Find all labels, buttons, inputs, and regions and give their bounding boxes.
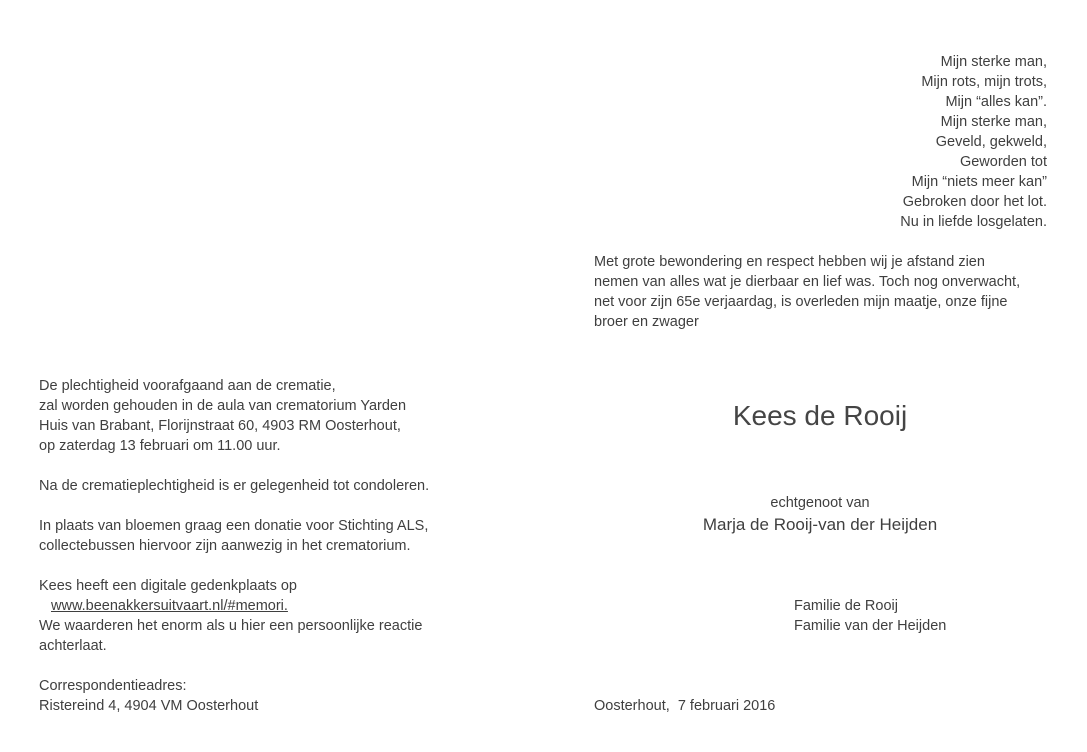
- poem-line: Mijn “alles kan”.: [945, 94, 1047, 110]
- poem-line: Gebroken door het lot.: [902, 194, 1047, 210]
- spacer: [39, 456, 429, 476]
- spacer: [39, 656, 429, 676]
- deceased-name: Kees de Rooij: [732, 400, 908, 431]
- donation-line: collectebussen hiervoor zijn aanwezig in het crematorium.: [39, 538, 411, 554]
- poem-line: Mijn sterke man,: [940, 114, 1047, 130]
- spouse-name: Marja de Rooij-van der Heijden: [702, 515, 938, 534]
- correspondence-label: Correspondentieadres:: [39, 678, 187, 694]
- poem-line: Mijn sterke man,: [940, 54, 1047, 70]
- spacer: [39, 496, 429, 516]
- poem-line: Mijn rots, mijn trots,: [921, 74, 1047, 90]
- memorial-line: We waarderen het enorm als u hier een persoonlijke reactie: [39, 618, 423, 634]
- donation-line: In plaats van bloemen graag een donatie voor Stichting ALS,: [39, 518, 429, 534]
- poem-line: Geworden tot: [959, 154, 1047, 170]
- poem-line: Nu in liefde losgelaten.: [900, 214, 1047, 230]
- poem-line: Geveld, gekweld,: [935, 134, 1047, 150]
- intro-line: net voor zijn 65e verjaardag, is overleden mijn maatje, onze fijne: [594, 294, 1008, 310]
- place-date: Oosterhout, 7 februari 2016: [594, 698, 776, 714]
- ceremony-line: zal worden gehouden in de aula van crematorium Yarden: [39, 398, 407, 414]
- memorial-link[interactable]: www.beenakkersuitvaart.nl/#memori.: [51, 598, 288, 614]
- ceremony-line: Huis van Brabant, Florijnstraat 60, 4903 RM Oosterhout,: [39, 418, 401, 434]
- intro-line: Met grote bewondering en respect hebben wij je afstand zien: [594, 254, 985, 270]
- poem-line: Mijn “niets meer kan”: [911, 174, 1047, 190]
- ceremony-line: op zaterdag 13 februari om 11.00 uur.: [39, 438, 281, 454]
- spacer: [39, 556, 429, 576]
- correspondence-address: Ristereind 4, 4904 VM Oosterhout: [39, 698, 259, 714]
- intro-line: broer en zwager: [594, 314, 699, 330]
- ceremony-info: [39, 376, 429, 716]
- intro-line: nemen van alles wat je dierbaar en lief was. Toch nog onverwacht,: [594, 274, 1021, 290]
- memorial-line: achterlaat.: [39, 638, 107, 654]
- memorial-link-row: [39, 596, 429, 616]
- relation-label: echtgenoot van: [770, 495, 870, 511]
- condolence-text: Na de crematieplechtigheid is er gelegenheid tot condoleren.: [39, 478, 430, 494]
- poem: [900, 52, 1047, 232]
- announcement-intro: [594, 252, 1020, 332]
- family-name: Familie van der Heijden: [794, 618, 947, 634]
- ceremony-line: De plechtigheid voorafgaand aan de crematie,: [39, 378, 336, 394]
- family-list: [794, 596, 946, 636]
- memorial-intro: Kees heeft een digitale gedenkplaats op: [39, 578, 297, 594]
- family-name: Familie de Rooij: [794, 598, 898, 614]
